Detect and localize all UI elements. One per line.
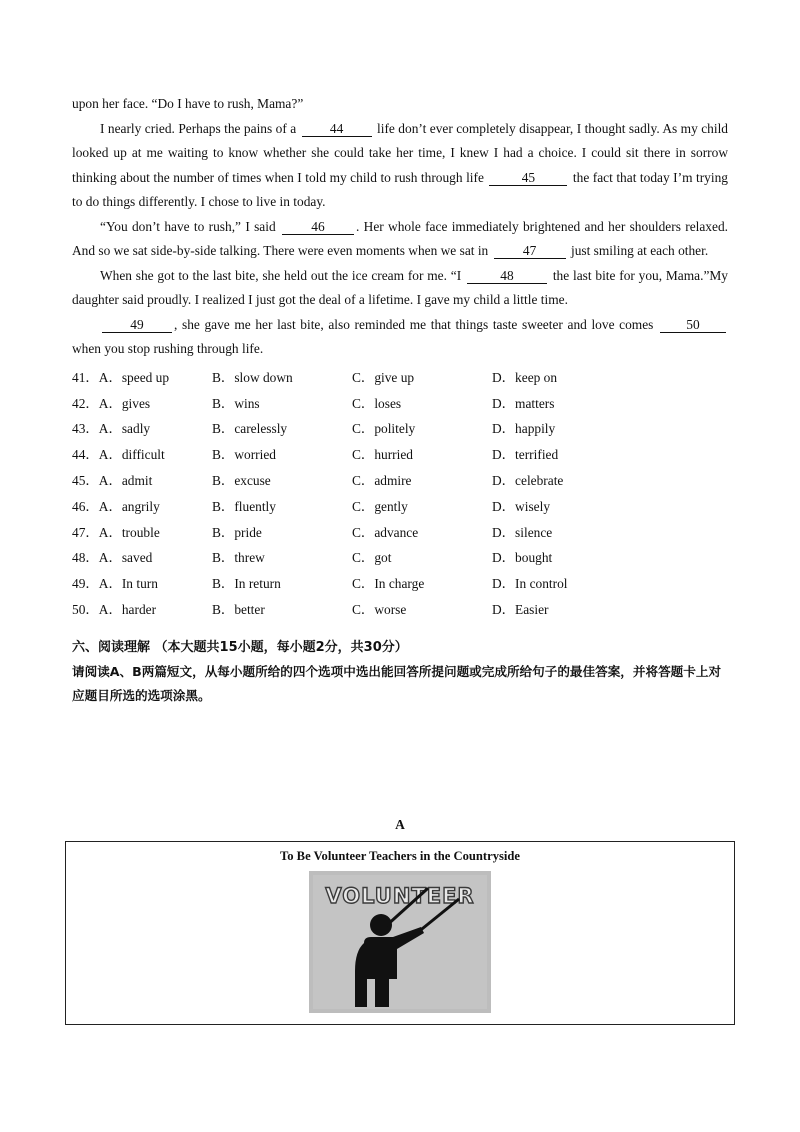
section-heading: 六、阅读理解 （本大题共15小题，每小题2分，共30分） [72, 640, 408, 656]
passage-paragraph-2: “You don’t have to rush,” I said 46 . Her whole face immediately brightened and her shoulders relaxed. And so we sat side-by-side talking. There were even moments when we sat in 47 just smiling at each other. [72, 218, 728, 258]
passage-paragraph-0: upon her face. “Do I have to rush, Mama?” [72, 96, 304, 111]
option-row-45: 45．A．admit B．excuse C．admire D．celebrate [72, 473, 564, 489]
poster-text: VOLUNTEER [325, 884, 475, 908]
option-row-49: 49．A．In turn B．In return C．In charge D．In control [72, 576, 568, 592]
answer-options [72, 364, 728, 622]
cloze-passage [72, 92, 728, 708]
option-row-41: 41．A．speed up B．slow down C．give up D．keep on [72, 369, 558, 385]
teacher-pointing-icon [309, 871, 491, 1013]
option-row-42: 42．A．gives B．wins C．loses D．matters [72, 395, 555, 411]
blank-50: 50 [660, 317, 726, 333]
option-row-44: 44．A．difficult B．worried C．hurried D．terrified [72, 447, 559, 463]
blank-46: 46 [282, 219, 354, 235]
option-row-47: 47．A．trouble B．pride C．advance D．silence [72, 524, 553, 540]
passage-a-label: A [395, 817, 405, 832]
passage-a-box [65, 841, 735, 1025]
blank-44: 44 [302, 121, 372, 137]
option-row-43: 43．A．sadly B．carelessly C．politely D．happily [72, 421, 556, 437]
passage-a-title: To Be Volunteer Teachers in the Countryside [279, 849, 520, 863]
passage-paragraph-1: I nearly cried. Perhaps the pains of a 44 life don’t ever completely disappear, I thought sadly. As my child looked up at me waiting to know whether she could take her time, I knew I had a choice. I could sit there in sorrow thinking about the number of times when I told my child to rush through life 45 the fact that today I’m trying to do things differently. I chose to live in today. [72, 120, 728, 209]
blank-49: 49 [102, 317, 172, 333]
passage-paragraph-3: When she got to the last bite, she held out the ice cream for me. “I 48 the last bite for you, Mama.”My daughter said proudly. I realized I just got the deal of a lifetime. I gave my child a little time. [72, 267, 729, 307]
blank-47: 47 [494, 243, 566, 259]
section-instruction: 请阅读A、B两篇短文，从每小题所给的四个选项中选出能回答所提问题或完成所给句子的最佳答案，并将答题卡上对应题目所选的选项涂黑。 [72, 664, 722, 704]
blank-48: 48 [467, 268, 547, 284]
volunteer-poster-image [309, 871, 491, 1013]
option-row-48: 48．A．saved B．threw C．got D．bought [72, 550, 553, 566]
option-row-50: 50．A．harder B．better C．worse D．Easier [72, 602, 549, 618]
passage-paragraph-4: 49 , she gave me her last bite, also reminded me that things taste sweeter and love comes 50 when you stop rushing through life. [72, 313, 728, 362]
option-row-46: 46．A．angrily B．fluently C．gently D．wisely [72, 498, 551, 514]
blank-45: 45 [489, 170, 567, 186]
